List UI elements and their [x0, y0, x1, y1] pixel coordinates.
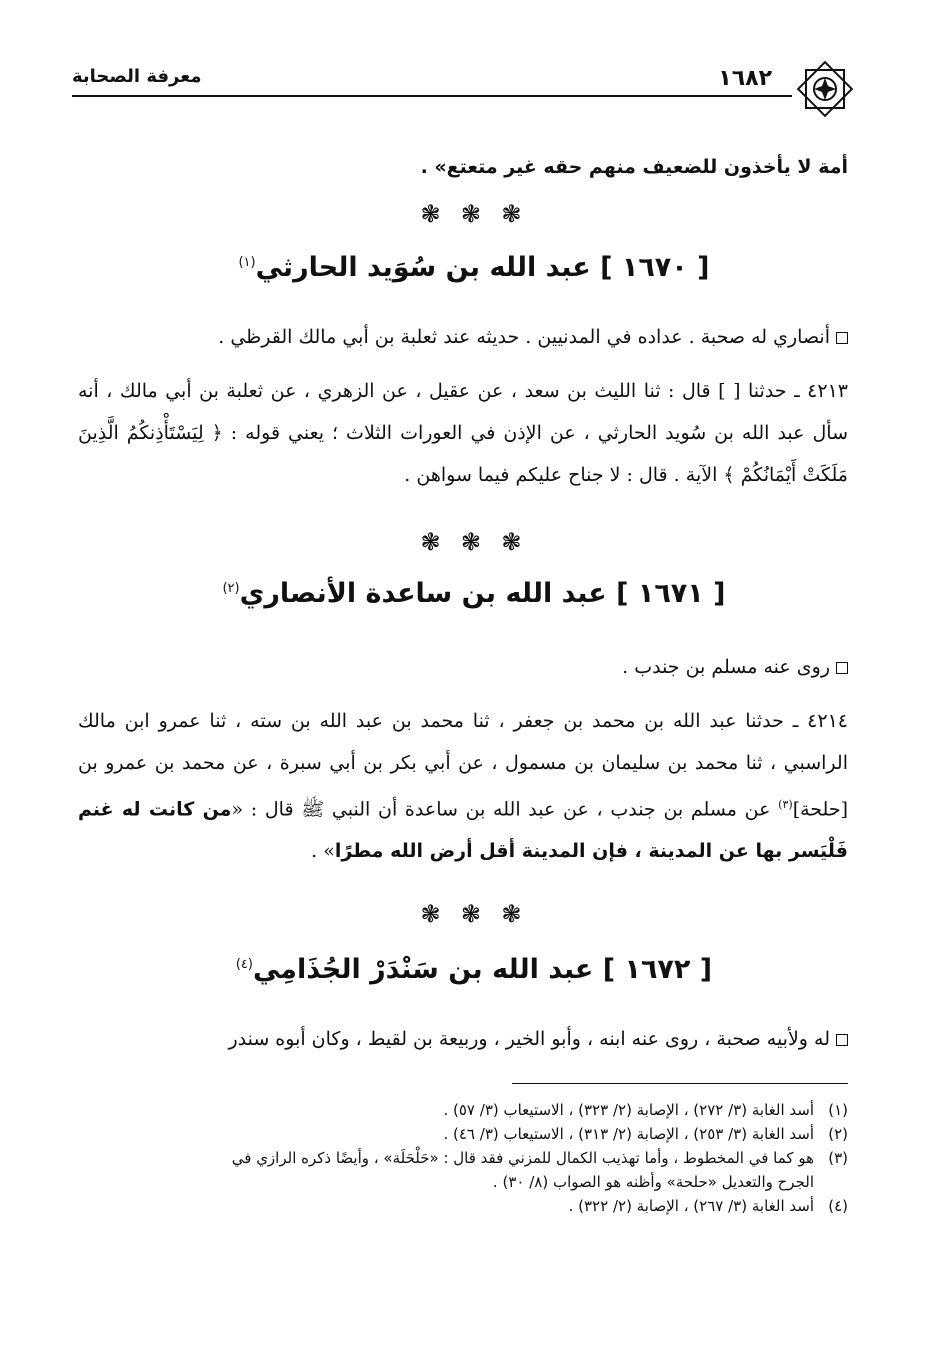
square-marker-icon	[836, 332, 848, 344]
description-text: روى عنه مسلم بن جندب .	[622, 656, 830, 678]
star-ornament-icon	[792, 56, 858, 122]
hadith-quote: من كانت له غنم فَلْيَسر بها عن المدينة ، فإن المدينة أقل أرض الله مطرًا	[78, 798, 848, 863]
separator-stars: ❃ ❃ ❃	[420, 200, 528, 228]
entry-description-1672	[78, 1018, 848, 1060]
hadith-4214	[78, 700, 848, 872]
footnote-number: (١)	[828, 1101, 848, 1119]
page-number: ١٦٨٢	[718, 66, 772, 91]
footnote-text-continued: الجرح والتعديل «حلحة» وأظنه هو الصواب (٨/ ٣٠) .	[492, 1173, 814, 1191]
footnote-ref: (٤)	[235, 957, 253, 972]
footnote-ref: (٣)	[778, 798, 793, 811]
footnote-text: أسد الغابة (٣/ ٢٧٢) ، الإصابة (٢/ ٣٢٣) ، الاستيعاب (٣/ ٥٧) .	[443, 1101, 814, 1119]
footnote-text: هو كما في المخطوط ، وأما تهذيب الكمال للمزني فقد قال : «حَلْحَلَة» ، وأيضًا ذكره الرازي في	[231, 1149, 814, 1167]
footnote-text: أسد الغابة (٣/ ٢٥٣) ، الإصابة (٢/ ٣١٣) ، الاستيعاب (٣/ ٤٦) .	[443, 1125, 814, 1143]
footnote-text: أسد الغابة (٣/ ٢٦٧) ، الإصابة (٢/ ٣٢٢) .	[568, 1197, 814, 1215]
footnote-rule	[512, 1083, 848, 1084]
running-title: معرفة الصحابة	[72, 66, 202, 87]
hadith-text: عن مسلم بن جندب ، عن عبد الله بن ساعدة أن النبي ﷺ قال : «	[231, 798, 779, 821]
hadith-4213: ٤٢١٣ ـ حدثنا [ ] قال : ثنا الليث بن سعد ، عن عقيل ، عن الزهري ، عن ثعلبة بن أبي مالك ، أنه سأل عبد الله بن سُويد الحارثي ، عن الإذن في العورات الثلاث ؛ يعني قوله : ﴿ لِيَسْتَأْذِنكُمُ الَّذِينَ مَلَكَتْ أَيْمَانُكُمْ ﴾ الآية . قال : لا جناح عليكم فيما سواهن .	[78, 380, 848, 486]
footnote-item	[78, 1194, 848, 1218]
entry-description-1670	[78, 316, 848, 358]
header-rule	[72, 95, 792, 97]
hadith-text: » .	[311, 840, 335, 863]
entry-heading-1670	[0, 252, 948, 283]
footnotes	[78, 1098, 848, 1218]
footnote-number: (٤)	[828, 1197, 848, 1215]
footnote-ref: (٢)	[222, 581, 240, 596]
separator-stars: ❃ ❃ ❃	[420, 900, 528, 928]
entry-heading-1672	[0, 954, 948, 985]
entry-heading-text: [ ١٦٧١ ] عبد الله بن ساعدة الأنصاري	[239, 578, 726, 609]
entry-heading-1671	[0, 578, 948, 609]
separator-stars: ❃ ❃ ❃	[420, 528, 528, 556]
footnote-item	[78, 1122, 848, 1146]
description-text: أنصاري له صحبة . عداده في المدنيين . حديثه عند ثعلبة بن أبي مالك القرظي .	[218, 326, 830, 348]
entry-heading-text: [ ١٦٧٠ ] عبد الله بن سُوَيد الحارثي	[255, 252, 710, 283]
footnote-item	[78, 1146, 848, 1194]
footnote-item	[78, 1098, 848, 1122]
hadith-text: ٤٢١٤ ـ حدثنا عبد الله بن محمد بن جعفر ، ثنا محمد بن عبد الله بن سته ، ثنا عمرو ابن مالك الراسبي ، ثنا محمد بن سليمان بن مسمول ، عن أبي بكر بن أبي سبرة ، عن محمد بن عمرو بن [حلحة]	[78, 710, 848, 821]
entry-description-1671	[78, 646, 848, 688]
footnote-number: (٣)	[828, 1149, 848, 1167]
square-marker-icon	[836, 1034, 848, 1046]
entry-heading-text: [ ١٦٧٢ ] عبد الله بن سَنْدَرْ الجُذَامِي	[252, 954, 713, 985]
footnote-number: (٢)	[828, 1125, 848, 1143]
description-text: له ولأبيه صحبة ، روى عنه ابنه ، وأبو الخير ، وربيعة بن لقيط ، وكان أبوه سندر	[228, 1028, 830, 1050]
intro-line: أمة لا يأخذون للضعيف منهم حقه غير متعتع» .	[420, 156, 848, 178]
square-marker-icon	[836, 662, 848, 674]
footnote-ref: (١)	[238, 255, 256, 270]
